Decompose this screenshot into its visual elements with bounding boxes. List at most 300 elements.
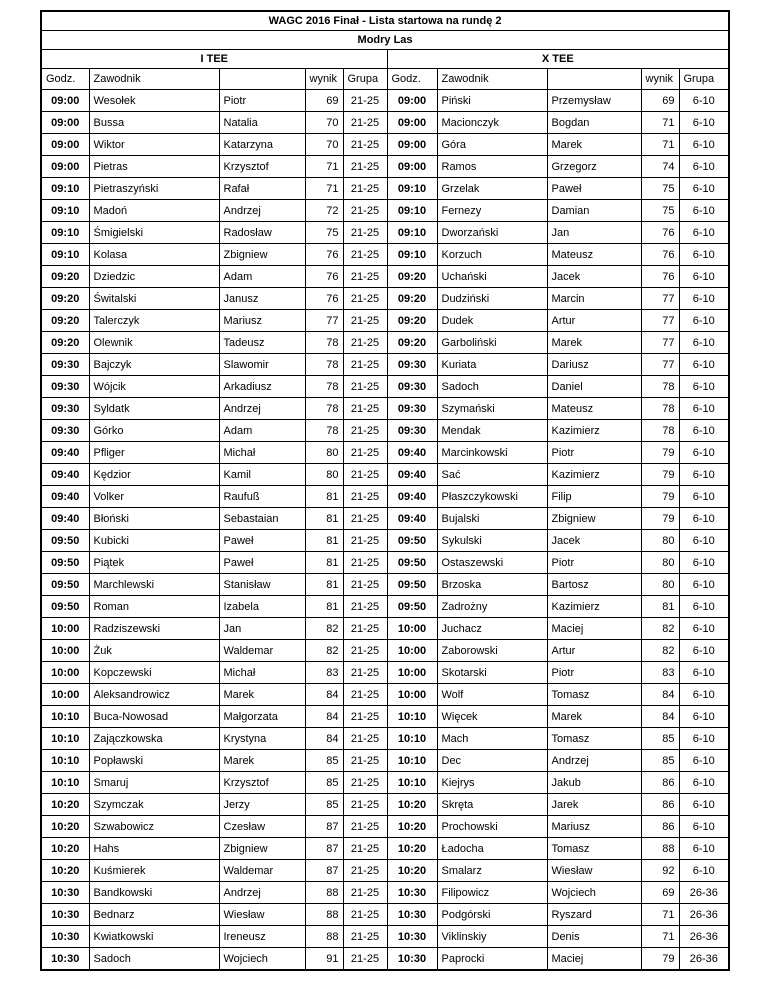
score-cell-right: 83: [641, 662, 679, 684]
score-cell-left: 87: [305, 816, 343, 838]
firstname-cell-left: Janusz: [219, 288, 305, 310]
surname-cell-left: Sadoch: [89, 948, 219, 971]
firstname-cell-left: Krzysztof: [219, 772, 305, 794]
score-cell-right: 85: [641, 750, 679, 772]
time-cell-left: 09:00: [41, 134, 89, 156]
score-cell-left: 78: [305, 398, 343, 420]
firstname-cell-right: Przemysław: [547, 90, 641, 112]
score-cell-right: 78: [641, 420, 679, 442]
surname-cell-left: Roman: [89, 596, 219, 618]
group-cell-right: 6-10: [679, 112, 729, 134]
group-cell-right: 26-36: [679, 926, 729, 948]
firstname-cell-left: Marek: [219, 750, 305, 772]
score-cell-left: 78: [305, 420, 343, 442]
group-cell-right: 6-10: [679, 640, 729, 662]
time-cell-left: 10:30: [41, 882, 89, 904]
group-cell-left: 21-25: [343, 618, 387, 640]
title-row: [41, 11, 729, 31]
score-cell-left: 88: [305, 882, 343, 904]
surname-cell-right: Brzoska: [437, 574, 547, 596]
firstname-cell-right: Denis: [547, 926, 641, 948]
group-cell-right: 6-10: [679, 684, 729, 706]
time-cell-left: 09:40: [41, 464, 89, 486]
time-cell-right: 10:30: [387, 948, 437, 971]
time-cell-right: 09:10: [387, 178, 437, 200]
table-row: [41, 464, 729, 486]
surname-cell-right: Mach: [437, 728, 547, 750]
table-row: [41, 178, 729, 200]
table-row: [41, 794, 729, 816]
surname-cell-left: Marchlewski: [89, 574, 219, 596]
group-cell-left: 21-25: [343, 398, 387, 420]
surname-cell-right: Sadoch: [437, 376, 547, 398]
firstname-cell-left: Raufuß: [219, 486, 305, 508]
course-name: Modry Las: [41, 31, 729, 50]
score-cell-right: 79: [641, 442, 679, 464]
surname-cell-right: Piński: [437, 90, 547, 112]
surname-cell-left: Pietraszyński: [89, 178, 219, 200]
time-cell-left: 10:00: [41, 662, 89, 684]
tee-header-right: X TEE: [387, 50, 729, 69]
firstname-cell-right: Grzegorz: [547, 156, 641, 178]
group-cell-left: 21-25: [343, 244, 387, 266]
group-cell-left: 21-25: [343, 750, 387, 772]
score-cell-right: 84: [641, 706, 679, 728]
surname-cell-right: Smalarz: [437, 860, 547, 882]
surname-cell-left: Radziszewski: [89, 618, 219, 640]
surname-cell-left: Kubicki: [89, 530, 219, 552]
surname-cell-left: Śmigielski: [89, 222, 219, 244]
time-cell-right: 09:50: [387, 596, 437, 618]
surname-cell-right: Zaborowski: [437, 640, 547, 662]
surname-cell-left: Bednarz: [89, 904, 219, 926]
table-row: [41, 354, 729, 376]
group-cell-left: 21-25: [343, 288, 387, 310]
score-cell-left: 70: [305, 112, 343, 134]
score-cell-left: 76: [305, 288, 343, 310]
surname-cell-left: Madoń: [89, 200, 219, 222]
firstname-cell-left: Zbigniew: [219, 244, 305, 266]
firstname-cell-right: Mateusz: [547, 398, 641, 420]
group-cell-left: 21-25: [343, 332, 387, 354]
surname-cell-right: Wolf: [437, 684, 547, 706]
firstname-cell-right: Kazimierz: [547, 464, 641, 486]
score-cell-right: 82: [641, 640, 679, 662]
time-cell-right: 10:00: [387, 684, 437, 706]
group-cell-right: 6-10: [679, 574, 729, 596]
firstname-cell-left: Mariusz: [219, 310, 305, 332]
surname-cell-left: Dziedzic: [89, 266, 219, 288]
score-cell-left: 85: [305, 750, 343, 772]
group-cell-right: 26-36: [679, 882, 729, 904]
score-cell-left: 81: [305, 552, 343, 574]
col-header-player-left: Zawodnik: [89, 69, 219, 90]
surname-cell-left: Kolasa: [89, 244, 219, 266]
firstname-cell-left: Tadeusz: [219, 332, 305, 354]
group-cell-right: 6-10: [679, 596, 729, 618]
score-cell-left: 69: [305, 90, 343, 112]
time-cell-right: 10:30: [387, 882, 437, 904]
firstname-cell-left: Natalia: [219, 112, 305, 134]
time-cell-right: 09:00: [387, 134, 437, 156]
score-cell-left: 70: [305, 134, 343, 156]
firstname-cell-left: Waldemar: [219, 640, 305, 662]
firstname-cell-right: Jarek: [547, 794, 641, 816]
time-cell-right: 10:20: [387, 838, 437, 860]
firstname-cell-right: Kazimierz: [547, 420, 641, 442]
score-cell-left: 78: [305, 332, 343, 354]
time-cell-left: 09:50: [41, 552, 89, 574]
surname-cell-right: Dudek: [437, 310, 547, 332]
surname-cell-left: Bajczyk: [89, 354, 219, 376]
surname-cell-left: Kuśmierek: [89, 860, 219, 882]
table-row: [41, 552, 729, 574]
time-cell-left: 10:20: [41, 838, 89, 860]
time-cell-left: 09:40: [41, 508, 89, 530]
firstname-cell-left: Zbigniew: [219, 838, 305, 860]
group-cell-right: 6-10: [679, 860, 729, 882]
group-cell-left: 21-25: [343, 486, 387, 508]
firstname-cell-right: Dariusz: [547, 354, 641, 376]
time-cell-left: 09:30: [41, 376, 89, 398]
time-cell-left: 09:00: [41, 112, 89, 134]
table-row: [41, 244, 729, 266]
surname-cell-right: Dudziński: [437, 288, 547, 310]
score-cell-right: 71: [641, 904, 679, 926]
time-cell-left: 10:30: [41, 904, 89, 926]
time-cell-right: 09:00: [387, 112, 437, 134]
time-cell-left: 09:10: [41, 222, 89, 244]
table-row: [41, 90, 729, 112]
score-cell-left: 82: [305, 618, 343, 640]
group-cell-left: 21-25: [343, 684, 387, 706]
firstname-cell-right: Mariusz: [547, 816, 641, 838]
surname-cell-left: Błoński: [89, 508, 219, 530]
surname-cell-right: Juchacz: [437, 618, 547, 640]
group-cell-right: 6-10: [679, 618, 729, 640]
firstname-cell-right: Damian: [547, 200, 641, 222]
time-cell-right: 09:20: [387, 332, 437, 354]
firstname-cell-right: Mateusz: [547, 244, 641, 266]
time-cell-left: 10:20: [41, 860, 89, 882]
firstname-cell-right: Artur: [547, 640, 641, 662]
firstname-cell-left: Małgorzata: [219, 706, 305, 728]
score-cell-left: 76: [305, 266, 343, 288]
time-cell-right: 09:30: [387, 398, 437, 420]
group-cell-left: 21-25: [343, 772, 387, 794]
firstname-cell-right: Maciej: [547, 948, 641, 971]
surname-cell-right: Sać: [437, 464, 547, 486]
group-cell-left: 21-25: [343, 530, 387, 552]
firstname-cell-left: Izabela: [219, 596, 305, 618]
group-cell-left: 21-25: [343, 552, 387, 574]
group-cell-left: 21-25: [343, 596, 387, 618]
group-cell-left: 21-25: [343, 794, 387, 816]
time-cell-left: 09:30: [41, 354, 89, 376]
time-cell-right: 09:50: [387, 574, 437, 596]
firstname-cell-left: Stanisław: [219, 574, 305, 596]
time-cell-left: 09:50: [41, 530, 89, 552]
table-row: [41, 530, 729, 552]
surname-cell-right: Prochowski: [437, 816, 547, 838]
surname-cell-left: Pfliger: [89, 442, 219, 464]
time-cell-right: 09:20: [387, 288, 437, 310]
firstname-cell-left: Katarzyna: [219, 134, 305, 156]
score-cell-right: 85: [641, 728, 679, 750]
col-header-time-left: Godz.: [41, 69, 89, 90]
group-cell-right: 6-10: [679, 222, 729, 244]
table-row: [41, 442, 729, 464]
group-cell-left: 21-25: [343, 640, 387, 662]
table-row: [41, 860, 729, 882]
column-header-row: [41, 69, 729, 90]
score-cell-left: 87: [305, 860, 343, 882]
table-row: [41, 574, 729, 596]
table-row: [41, 618, 729, 640]
score-cell-right: 82: [641, 618, 679, 640]
score-cell-left: 82: [305, 640, 343, 662]
score-cell-right: 81: [641, 596, 679, 618]
group-cell-left: 21-25: [343, 728, 387, 750]
group-cell-right: 6-10: [679, 838, 729, 860]
group-cell-right: 6-10: [679, 200, 729, 222]
group-cell-right: 6-10: [679, 310, 729, 332]
score-cell-right: 79: [641, 464, 679, 486]
surname-cell-right: Podgórski: [437, 904, 547, 926]
firstname-cell-right: Jacek: [547, 266, 641, 288]
score-cell-right: 69: [641, 90, 679, 112]
table-row: [41, 838, 729, 860]
firstname-cell-right: Filip: [547, 486, 641, 508]
firstname-cell-right: Zbigniew: [547, 508, 641, 530]
time-cell-right: 10:10: [387, 728, 437, 750]
surname-cell-right: Dec: [437, 750, 547, 772]
table-row: [41, 156, 729, 178]
score-cell-right: 80: [641, 552, 679, 574]
group-cell-right: 6-10: [679, 464, 729, 486]
table-row: [41, 112, 729, 134]
time-cell-left: 10:20: [41, 794, 89, 816]
firstname-cell-left: Paweł: [219, 530, 305, 552]
table-row: [41, 332, 729, 354]
score-cell-left: 71: [305, 156, 343, 178]
group-cell-left: 21-25: [343, 706, 387, 728]
score-cell-left: 91: [305, 948, 343, 971]
score-cell-right: 79: [641, 486, 679, 508]
firstname-cell-right: Bartosz: [547, 574, 641, 596]
surname-cell-right: Szymański: [437, 398, 547, 420]
surname-cell-left: Smaruj: [89, 772, 219, 794]
time-cell-left: 09:00: [41, 156, 89, 178]
time-cell-left: 10:10: [41, 750, 89, 772]
time-cell-right: 09:50: [387, 552, 437, 574]
score-cell-left: 81: [305, 530, 343, 552]
surname-cell-left: Volker: [89, 486, 219, 508]
score-cell-right: 88: [641, 838, 679, 860]
table-row: [41, 904, 729, 926]
group-cell-right: 6-10: [679, 134, 729, 156]
surname-cell-left: Zajączkowska: [89, 728, 219, 750]
surname-cell-left: Świtalski: [89, 288, 219, 310]
surname-cell-right: Kuriata: [437, 354, 547, 376]
group-cell-left: 21-25: [343, 90, 387, 112]
start-list-table: [40, 10, 730, 971]
group-cell-left: 21-25: [343, 134, 387, 156]
firstname-cell-left: Michał: [219, 662, 305, 684]
surname-cell-left: Szwabowicz: [89, 816, 219, 838]
score-cell-left: 75: [305, 222, 343, 244]
time-cell-right: 10:00: [387, 662, 437, 684]
score-cell-right: 78: [641, 398, 679, 420]
firstname-cell-right: Tomasz: [547, 684, 641, 706]
score-cell-left: 81: [305, 574, 343, 596]
surname-cell-left: Hahs: [89, 838, 219, 860]
time-cell-right: 10:10: [387, 706, 437, 728]
time-cell-left: 09:10: [41, 244, 89, 266]
score-cell-left: 78: [305, 376, 343, 398]
surname-cell-right: Paprocki: [437, 948, 547, 971]
firstname-cell-left: Adam: [219, 266, 305, 288]
score-cell-left: 80: [305, 442, 343, 464]
time-cell-left: 09:20: [41, 266, 89, 288]
surname-cell-right: Marcinkowski: [437, 442, 547, 464]
time-cell-right: 09:10: [387, 244, 437, 266]
surname-cell-right: Ostaszewski: [437, 552, 547, 574]
surname-cell-left: Kopczewski: [89, 662, 219, 684]
firstname-cell-left: Wojciech: [219, 948, 305, 971]
time-cell-left: 10:10: [41, 728, 89, 750]
surname-cell-left: Popławski: [89, 750, 219, 772]
firstname-cell-left: Sebastaian: [219, 508, 305, 530]
surname-cell-right: Grzelak: [437, 178, 547, 200]
firstname-cell-right: Piotr: [547, 552, 641, 574]
surname-cell-left: Wesołek: [89, 90, 219, 112]
firstname-cell-right: Tomasz: [547, 838, 641, 860]
surname-cell-right: Skotarski: [437, 662, 547, 684]
surname-cell-right: Ładocha: [437, 838, 547, 860]
table-row: [41, 508, 729, 530]
table-row: [41, 398, 729, 420]
col-header-time-right: Godz.: [387, 69, 437, 90]
firstname-cell-left: Krystyna: [219, 728, 305, 750]
firstname-cell-right: Maciej: [547, 618, 641, 640]
firstname-cell-left: Andrzej: [219, 882, 305, 904]
score-cell-right: 75: [641, 200, 679, 222]
table-body: [41, 90, 729, 971]
score-cell-right: 78: [641, 376, 679, 398]
surname-cell-right: Fernezy: [437, 200, 547, 222]
firstname-cell-left: Paweł: [219, 552, 305, 574]
firstname-cell-right: Wiesław: [547, 860, 641, 882]
firstname-cell-left: Michał: [219, 442, 305, 464]
score-cell-left: 85: [305, 772, 343, 794]
time-cell-right: 09:50: [387, 530, 437, 552]
firstname-cell-right: Piotr: [547, 442, 641, 464]
score-cell-left: 81: [305, 508, 343, 530]
time-cell-left: 09:10: [41, 178, 89, 200]
surname-cell-right: Filipowicz: [437, 882, 547, 904]
table-row: [41, 596, 729, 618]
time-cell-right: 09:10: [387, 222, 437, 244]
surname-cell-left: Talerczyk: [89, 310, 219, 332]
firstname-cell-left: Piotr: [219, 90, 305, 112]
time-cell-right: 10:30: [387, 904, 437, 926]
score-cell-right: 71: [641, 926, 679, 948]
table-row: [41, 926, 729, 948]
table-row: [41, 310, 729, 332]
time-cell-right: 10:00: [387, 640, 437, 662]
group-cell-right: 6-10: [679, 750, 729, 772]
score-cell-right: 76: [641, 266, 679, 288]
group-cell-right: 6-10: [679, 178, 729, 200]
firstname-cell-right: Marek: [547, 134, 641, 156]
group-cell-left: 21-25: [343, 882, 387, 904]
firstname-cell-left: Krzysztof: [219, 156, 305, 178]
time-cell-left: 09:20: [41, 310, 89, 332]
surname-cell-left: Pietras: [89, 156, 219, 178]
surname-cell-left: Piątek: [89, 552, 219, 574]
score-cell-right: 86: [641, 794, 679, 816]
firstname-cell-right: Marcin: [547, 288, 641, 310]
surname-cell-left: Żuk: [89, 640, 219, 662]
score-cell-left: 81: [305, 596, 343, 618]
score-cell-left: 84: [305, 684, 343, 706]
table-row: [41, 288, 729, 310]
time-cell-left: 09:40: [41, 442, 89, 464]
firstname-cell-left: Jan: [219, 618, 305, 640]
time-cell-right: 09:40: [387, 464, 437, 486]
group-cell-left: 21-25: [343, 816, 387, 838]
group-cell-left: 21-25: [343, 508, 387, 530]
time-cell-left: 09:10: [41, 200, 89, 222]
surname-cell-right: Garboliński: [437, 332, 547, 354]
surname-cell-right: Uchański: [437, 266, 547, 288]
time-cell-right: 10:10: [387, 772, 437, 794]
time-cell-left: 10:00: [41, 684, 89, 706]
group-cell-left: 21-25: [343, 310, 387, 332]
surname-cell-left: Buca-Nowosad: [89, 706, 219, 728]
table-row: [41, 684, 729, 706]
firstname-cell-left: Ireneusz: [219, 926, 305, 948]
firstname-cell-left: Andrzej: [219, 200, 305, 222]
score-cell-left: 88: [305, 926, 343, 948]
surname-cell-right: Ramos: [437, 156, 547, 178]
score-cell-right: 86: [641, 816, 679, 838]
surname-cell-right: Mendak: [437, 420, 547, 442]
score-cell-right: 71: [641, 112, 679, 134]
surname-cell-right: Viklinskiy: [437, 926, 547, 948]
group-cell-right: 6-10: [679, 772, 729, 794]
surname-cell-left: Bandkowski: [89, 882, 219, 904]
time-cell-left: 10:00: [41, 618, 89, 640]
time-cell-right: 09:40: [387, 442, 437, 464]
col-header-firstname-right: [547, 69, 641, 90]
surname-cell-right: Macionczyk: [437, 112, 547, 134]
time-cell-right: 09:10: [387, 200, 437, 222]
group-cell-right: 6-10: [679, 288, 729, 310]
firstname-cell-right: Andrzej: [547, 750, 641, 772]
col-header-score-left: wynik: [305, 69, 343, 90]
group-cell-left: 21-25: [343, 948, 387, 971]
group-cell-left: 21-25: [343, 838, 387, 860]
group-cell-left: 21-25: [343, 926, 387, 948]
col-header-score-right: wynik: [641, 69, 679, 90]
score-cell-right: 80: [641, 530, 679, 552]
firstname-cell-left: Jerzy: [219, 794, 305, 816]
score-cell-right: 77: [641, 288, 679, 310]
group-cell-right: 6-10: [679, 266, 729, 288]
table-row: [41, 882, 729, 904]
